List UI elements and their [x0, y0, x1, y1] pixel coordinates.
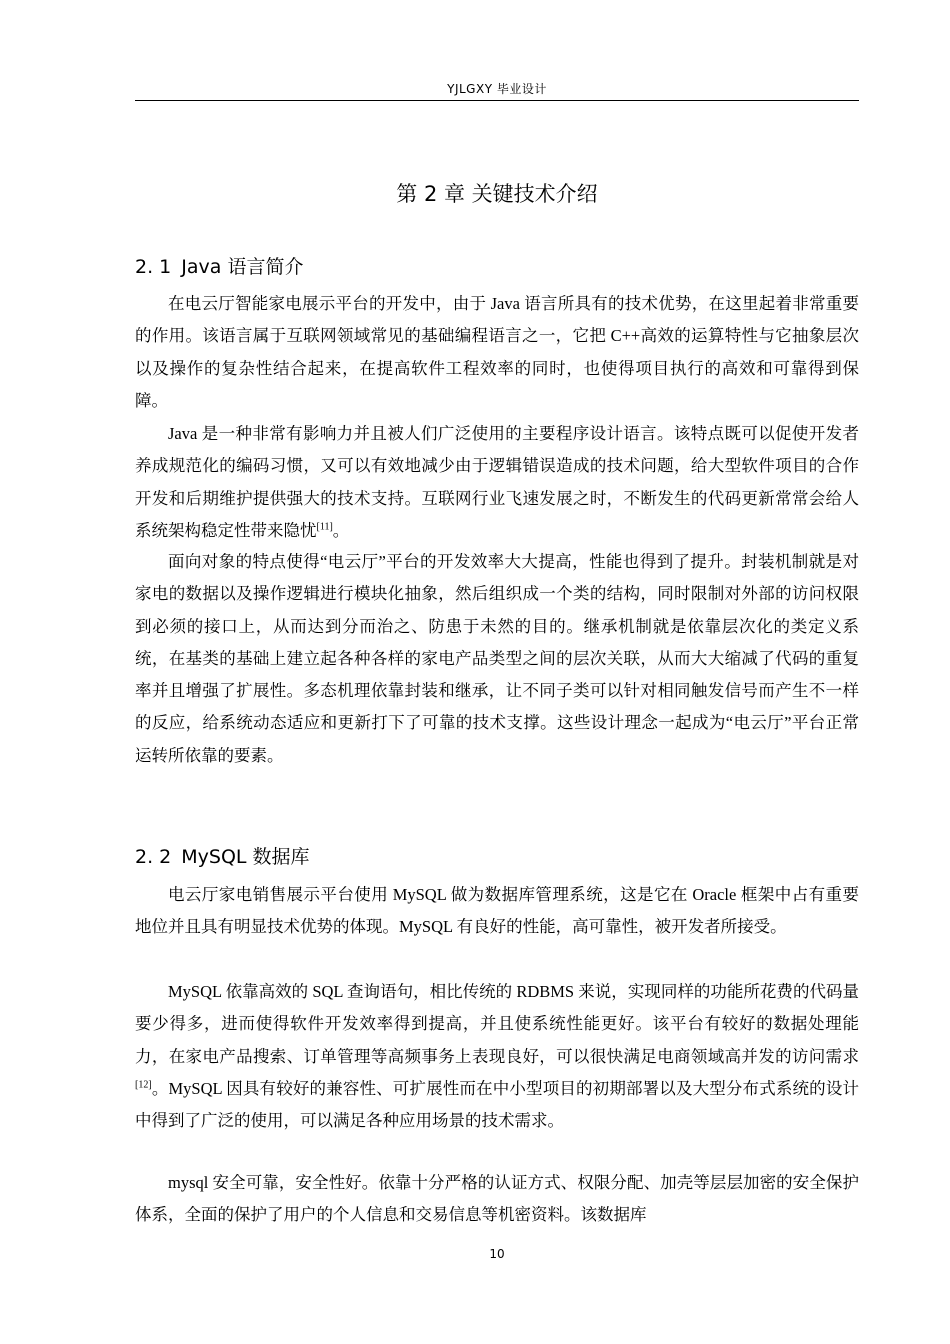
paragraph: Java 是一种非常有影响力并且被人们广泛使用的主要程序设计语言。该特点既可以促使开发者养成规范化的编码习惯，又可以有效地减少由于逻辑错误造成的技术问题，给大型软件项目的合作开发和后期维护提供强大的技术支持。互联网行业飞速发展之时，不断发生的代码更新常常会给人系统架构稳定性带来隐忧[11]。 — [135, 424, 859, 540]
section-number: 2. 1 — [135, 256, 172, 278]
section-title: MySQL 数据库 — [181, 846, 310, 868]
paragraph: 电云厅家电销售展示平台使用 MySQL 做为数据库管理系统，这是它在 Oracle 框架中占有重要地位并且具有明显技术优势的体现。MySQL 有良好的性能，高可靠性，被开发者所接受。 — [135, 885, 859, 937]
citation: [11] — [316, 521, 333, 533]
paragraph: 在电云厅智能家电展示平台的开发中，由于 Java 语言所具有的技术优势，在这里起着非常重要的作用。该语言属于互联网领域常见的基础编程语言之一，它把 C++高效的运算特性与它抽象层次以及操作的复杂性结合起来，在提高软件工程效率的同时，也使得项目执行的高效和可靠得到保障。 — [135, 294, 859, 410]
header-rule — [135, 100, 859, 101]
page-number: 10 — [489, 1247, 505, 1261]
section-number: 2. 2 — [135, 846, 172, 868]
chapter-title: 第 2 章 关键技术介绍 — [396, 182, 598, 206]
section-title: Java 语言简介 — [181, 256, 304, 278]
running-header: YJLGXY 毕业设计 — [447, 82, 547, 96]
section-heading-2-1 — [135, 252, 303, 279]
paragraph: mysql 安全可靠，安全性好。依靠十分严格的认证方式、权限分配、加壳等层层加密的安全保护体系，全面的保护了用户的个人信息和交易信息等机密资料。该数据库 — [135, 1173, 859, 1225]
paragraph: 面向对象的特点使得“电云厅”平台的开发效率大大提高，性能也得到了提升。封装机制就是对家电的数据以及操作逻辑进行模块化抽象，然后组织成一个类的结构，同时限制对外部的访问权限到必须的接口上，从而达到分而治之、防患于未然的目的。继承机制就是依靠层次化的类定义系统，在基类的基础上建立起各种各样的家电产品类型之间的层次关联，从而大大缩减了代码的重复率并且增强了扩展性。多态机理依靠封装和继承，让不同子类可以针对相同触发信号而产生不一样的反应，给系统动态适应和更新打下了可靠的技术支撑。这些设计理念一起成为“电云厅”平台正常运转所依靠的要素。 — [135, 552, 859, 765]
citation: [12] — [135, 1079, 152, 1091]
section-heading-2-2 — [135, 842, 310, 869]
paragraph: MySQL 依靠高效的 SQL 查询语句，相比传统的 RDBMS 来说，实现同样的功能所花费的代码量要少得多，进而使得软件开发效率得到提高，并且使系统性能更好。该平台有较好的数据处理能力，在家电产品搜索、订单管理等高频事务上表现良好，可以很快满足电商领域高并发的访问需求[12]。MySQL 因具有较好的兼容性、可扩展性而在中小型项目的初期部署以及大型分布式系统的设计中得到了广泛的使用，可以满足各种应用场景的技术需求。 — [135, 982, 859, 1131]
